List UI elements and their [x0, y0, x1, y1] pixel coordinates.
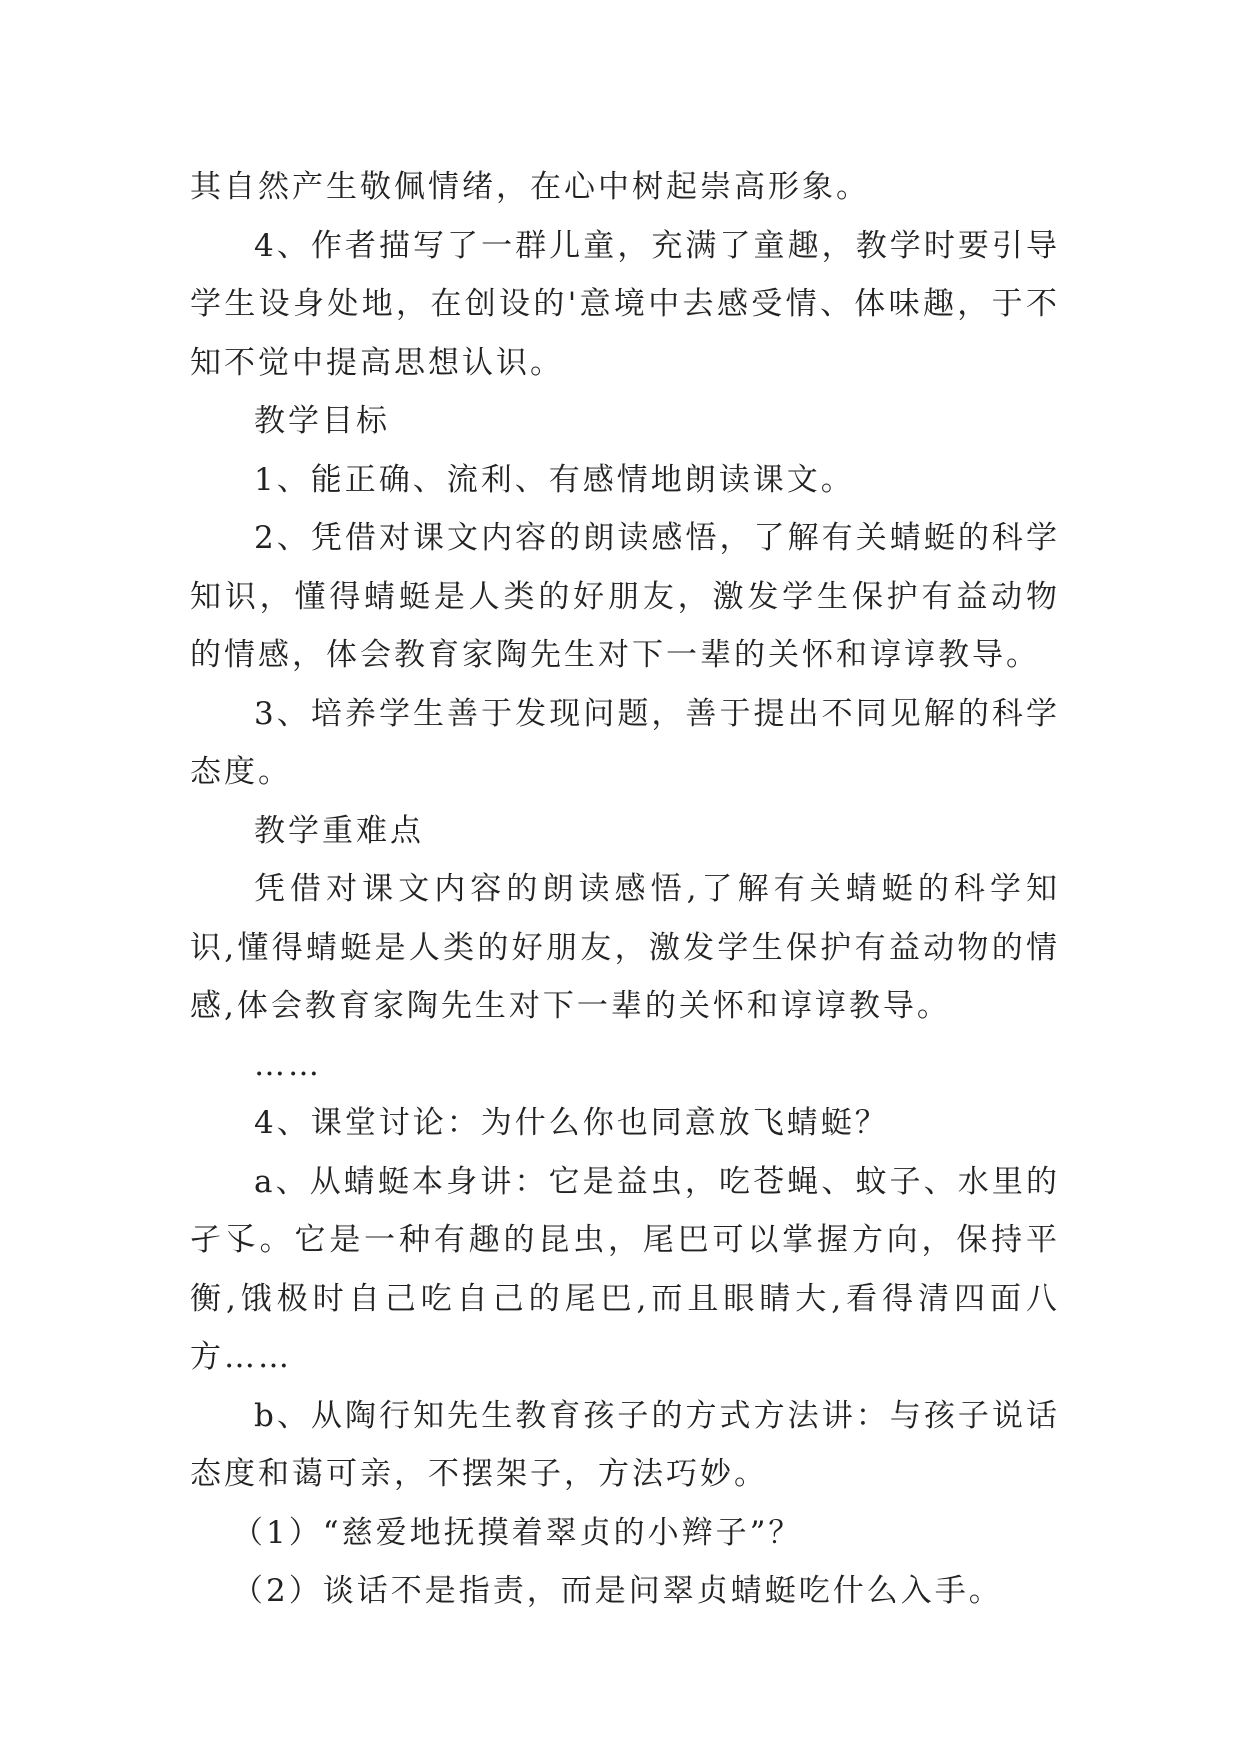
heading-teaching-goals: 教学目标: [254, 403, 390, 439]
document-body: [190, 158, 1060, 1621]
sub-point-1: （1）“慈爱地抚摸着翠贞的小辫子”？: [232, 1514, 803, 1551]
heading-key-difficulties: 教学重难点: [254, 812, 424, 849]
goal-item-3: 3、培养学生善于发现问题，善于提出不同见解的科学态度。: [190, 695, 1060, 790]
paragraph-point-4: 4、作者描写了一群儿童，充满了童趣，教学时要引导学生设身处地，在创设的'意境中去感受情、体味趣，于不知不觉中提高思想认识。: [190, 227, 1060, 381]
discussion-point-b: b、从陶行知先生教育孩子的方式方法讲：与孩子说话态度和蔼可亲，不摆架子，方法巧妙。: [190, 1397, 1060, 1492]
paragraph-continuation: 其自然产生敬佩情绪，在心中树起崇高形象。: [190, 169, 870, 205]
discussion-question: 4、课堂讨论：为什么你也同意放飞蜻蜓？: [254, 1105, 889, 1141]
goal-item-2: 2、凭借对课文内容的朗读感悟，了解有关蜻蜓的科学知识，懂得蜻蜓是人类的好朋友，激发学生保护有益动物的情感，体会教育家陶先生对下一辈的关怀和谆谆教导。: [190, 520, 1060, 673]
ellipsis-line: ……: [254, 1046, 322, 1083]
discussion-point-a: a、从蜻蜓本身讲：它是益虫，吃苍蝇、蚊子、水里的孑孓。它是一种有趣的昆虫，尾巴可以掌握方向，保持平衡,饿极时自己吃自己的尾巴,而且眼睛大,看得清四面八方……: [190, 1163, 1060, 1375]
key-difficulties-text: 凭借对课文内容的朗读感悟,了解有关蜻蜓的科学知识,懂得蜻蜓是人类的好朋友，激发学生保护有益动物的情感,体会教育家陶先生对下一辈的关怀和谆谆教导。: [190, 871, 1060, 1024]
goal-item-1: 1、能正确、流利、有感情地朗读课文。: [254, 461, 855, 498]
sub-point-2: （2）谈话不是指责，而是问翠贞蜻蜓吃什么入手。: [232, 1573, 1003, 1609]
